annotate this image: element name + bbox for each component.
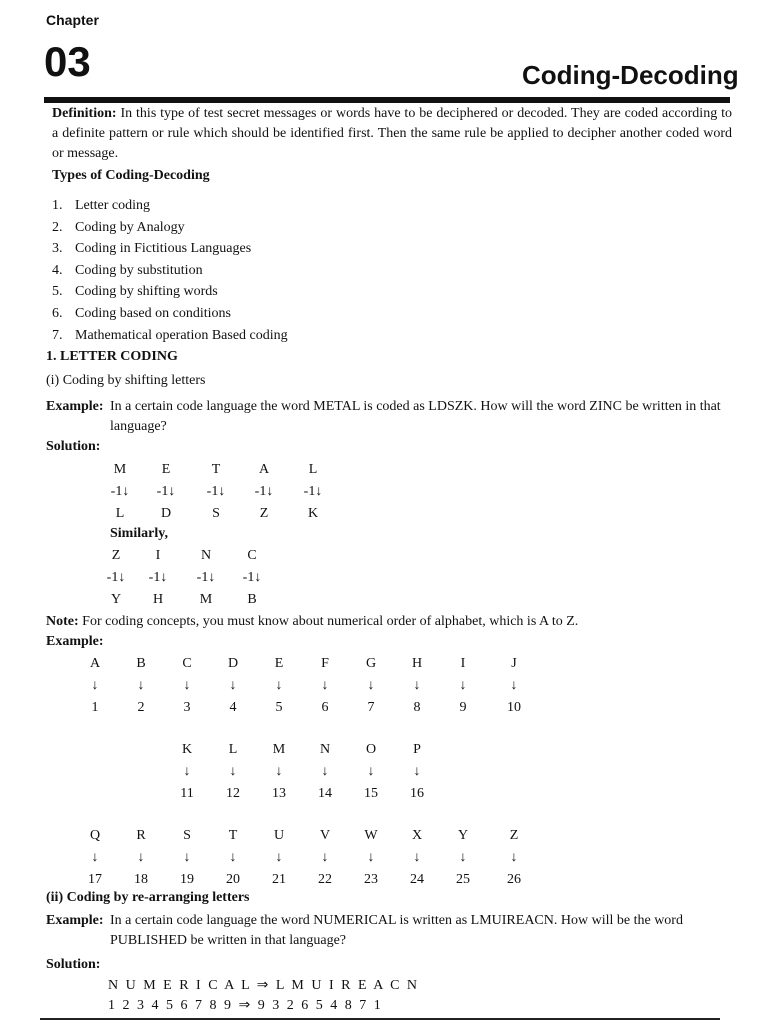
- numbers-row: [72, 870, 542, 892]
- coded-letter: B: [247, 592, 257, 607]
- letter-coding-heading: 1. LETTER CODING: [46, 349, 178, 364]
- letters-row: [72, 654, 542, 676]
- alphabet-number: 10: [507, 700, 521, 715]
- minus-one-arrow: -1↓: [156, 484, 176, 499]
- down-arrow-icon: ↓: [413, 678, 421, 693]
- down-arrow-icon: ↓: [275, 850, 283, 865]
- alphabet-letter: H: [411, 656, 423, 671]
- solution-label: Solution:: [46, 439, 101, 454]
- metal-letter: A: [258, 462, 270, 477]
- alphabet-number: 6: [321, 700, 329, 715]
- zinc-letter: I: [155, 548, 161, 563]
- down-arrow-icon: ↓: [183, 678, 191, 693]
- alphabet-number: 15: [364, 786, 378, 801]
- down-arrow-icon: ↓: [321, 850, 329, 865]
- alphabet-number: 4: [229, 700, 237, 715]
- alphabet-row-3: [72, 826, 542, 892]
- alphabet-number: 21: [272, 872, 286, 887]
- rearranging-numbers-line: 1 2 3 4 5 6 7 8 9 ⇒ 9 3 2 6 5 4 8 7 1: [108, 998, 383, 1013]
- note-paragraph: [46, 612, 746, 632]
- coded-letter: L: [115, 506, 125, 521]
- zinc-letter: C: [247, 548, 257, 563]
- metal-coding-table: [100, 460, 338, 526]
- alphabet-letter: I: [460, 656, 466, 671]
- definition-paragraph: [52, 104, 732, 164]
- down-arrow-icon: ↓: [275, 678, 283, 693]
- alphabet-number: 8: [413, 700, 421, 715]
- alphabet-letter: R: [136, 828, 146, 843]
- down-arrow-icon: ↓: [510, 850, 518, 865]
- down-arrow-icon: ↓: [321, 764, 329, 779]
- alphabet-number: 16: [410, 786, 424, 801]
- down-arrow-icon: ↓: [229, 764, 237, 779]
- minus-one-arrow: -1↓: [148, 570, 168, 585]
- alphabet-letter: M: [272, 742, 286, 757]
- down-arrow-icon: ↓: [229, 678, 237, 693]
- alphabet-letter: O: [365, 742, 377, 757]
- alphabet-number: 14: [318, 786, 332, 801]
- coded-letter: Z: [259, 506, 269, 521]
- shifting-letters-subheading: (i) Coding by shifting letters: [46, 373, 206, 388]
- arrows-row: [72, 676, 542, 698]
- alphabet-number: 3: [183, 700, 191, 715]
- list-item: 5. Coding by shifting words: [52, 284, 218, 300]
- down-arrow-icon: ↓: [183, 850, 191, 865]
- rearranging-letters-line: N U M E R I C A L ⇒ L M U I R E A C N: [108, 978, 420, 993]
- down-arrow-icon: ↓: [459, 678, 467, 693]
- alphabet-letter: V: [319, 828, 331, 843]
- numbers-row: [164, 784, 440, 806]
- metal-letter: M: [113, 462, 127, 477]
- alphabet-number: 2: [137, 700, 145, 715]
- alphabet-letter: N: [319, 742, 331, 757]
- list-item: 1. Letter coding: [52, 198, 151, 213]
- zinc-letter: N: [200, 548, 212, 563]
- down-arrow-icon: ↓: [91, 678, 99, 693]
- alphabet-number: 17: [88, 872, 102, 887]
- alphabet-number: 5: [275, 700, 283, 715]
- alphabet-letter: X: [411, 828, 423, 843]
- letters-row: [164, 740, 440, 762]
- types-list: [52, 195, 452, 346]
- coded-letter: S: [212, 506, 220, 521]
- minus-one-arrow: -1↓: [196, 570, 216, 585]
- definition-label: Definition:: [52, 106, 117, 121]
- minus-one-arrow: -1↓: [110, 484, 130, 499]
- similarly-label: Similarly,: [110, 526, 168, 541]
- minus-one-arrow: -1↓: [254, 484, 274, 499]
- coded-letter: Y: [110, 592, 122, 607]
- rearranging-solution-label: Solution:: [46, 957, 101, 972]
- list-item: 3. Coding in Fictitious Languages: [52, 241, 252, 257]
- example-label: Example:: [46, 399, 104, 414]
- alphabet-number: 23: [364, 872, 378, 887]
- alphabet-number: 25: [456, 872, 470, 887]
- alphabet-letter: K: [181, 742, 193, 757]
- alphabet-letter: L: [228, 742, 238, 757]
- down-arrow-icon: ↓: [413, 850, 421, 865]
- alphabet-row-2: [164, 740, 440, 806]
- alphabet-letter: W: [364, 828, 378, 843]
- chapter-title: Coding-Decoding: [522, 60, 739, 90]
- down-arrow-icon: ↓: [275, 764, 283, 779]
- alphabet-letter: T: [228, 828, 238, 843]
- alphabet-letter: Q: [89, 828, 101, 843]
- alphabet-number: 7: [367, 700, 375, 715]
- header-rule: [44, 97, 730, 103]
- alphabet-number: 19: [180, 872, 194, 887]
- list-item: 4. Coding by substitution: [52, 262, 203, 278]
- down-arrow-icon: ↓: [137, 850, 145, 865]
- list-item: 2. Coding by Analogy: [52, 219, 185, 235]
- alphabet-number: 11: [180, 786, 194, 801]
- alphabet-letter: S: [183, 828, 191, 843]
- down-arrow-icon: ↓: [413, 764, 421, 779]
- chapter-number: 03: [44, 38, 91, 85]
- alphabet-number: 9: [459, 700, 467, 715]
- alphabet-letter: C: [182, 656, 192, 671]
- example-text: In a certain code language the word METAL is coded as LDSZK. How will the word ZINC be written in that language?: [110, 399, 721, 434]
- alphabet-number: 18: [134, 872, 148, 887]
- minus-one-arrow: -1↓: [106, 570, 126, 585]
- note-text: For coding concepts, you must know about numerical order of alphabet, which is A to Z.: [82, 614, 579, 629]
- rearranging-example-text: In a certain code language the word NUMERICAL is written as LMUIREACN. How will be the word PUBLISHED be written in that language?: [110, 913, 683, 948]
- alphabet-letter: E: [274, 656, 284, 671]
- alphabet-letter: P: [413, 742, 421, 757]
- down-arrow-icon: ↓: [229, 850, 237, 865]
- alphabet-number: 22: [318, 872, 332, 887]
- alphabet-number: 20: [226, 872, 240, 887]
- alphabet-letter: J: [511, 656, 517, 671]
- down-arrow-icon: ↓: [91, 850, 99, 865]
- arrows-row: [164, 762, 440, 784]
- rearranging-example-label: Example:: [46, 913, 104, 928]
- down-arrow-icon: ↓: [321, 678, 329, 693]
- alphabet-letter: G: [365, 656, 377, 671]
- coded-letter: K: [307, 506, 319, 521]
- alphabet-row-1: [72, 654, 542, 720]
- minus-one-arrow: -1↓: [303, 484, 323, 499]
- types-heading: Types of Coding-Decoding: [52, 168, 210, 183]
- numbers-row: [72, 698, 542, 720]
- zinc-coding-table: [100, 546, 276, 612]
- down-arrow-icon: ↓: [510, 678, 518, 693]
- alphabet-number: 12: [226, 786, 240, 801]
- down-arrow-icon: ↓: [459, 850, 467, 865]
- alphabet-number: 1: [91, 700, 99, 715]
- metal-letter: L: [308, 462, 318, 477]
- zinc-letter: Z: [111, 548, 121, 563]
- alphabet-letter: U: [273, 828, 285, 843]
- alphabet-letter: D: [227, 656, 239, 671]
- down-arrow-icon: ↓: [183, 764, 191, 779]
- footer-rule: [40, 1018, 720, 1020]
- minus-one-arrow: -1↓: [206, 484, 226, 499]
- rearranging-heading: (ii) Coding by re-arranging letters: [46, 890, 250, 905]
- alphabet-letter: F: [321, 656, 329, 671]
- chapter-label: Chapter: [46, 12, 99, 28]
- down-arrow-icon: ↓: [367, 764, 375, 779]
- alphabet-letter: Y: [457, 828, 469, 843]
- metal-letter: E: [161, 462, 171, 477]
- down-arrow-icon: ↓: [367, 678, 375, 693]
- coded-letter: M: [199, 592, 213, 607]
- coded-letter: H: [152, 592, 164, 607]
- alphabet-letter: B: [136, 656, 146, 671]
- alphabet-number: 26: [507, 872, 521, 887]
- letters-row: [72, 826, 542, 848]
- definition-text: In this type of test secret messages or words have to be deciphered or decoded. They are coded according to a definite pattern or rule which should be identified first. Then the same rule be applied to decipher another coded word or message.: [52, 106, 732, 161]
- coded-letter: D: [160, 506, 172, 521]
- minus-one-arrow: -1↓: [242, 570, 262, 585]
- alphabet-number: 13: [272, 786, 286, 801]
- alphabet-example-label: Example:: [46, 634, 104, 649]
- down-arrow-icon: ↓: [367, 850, 375, 865]
- alphabet-number: 24: [410, 872, 424, 887]
- alphabet-letter: Z: [509, 828, 519, 843]
- list-item: 7. Mathematical operation Based coding: [52, 327, 288, 343]
- arrows-row: [72, 848, 542, 870]
- down-arrow-icon: ↓: [137, 678, 145, 693]
- list-item: 6. Coding based on conditions: [52, 305, 231, 321]
- note-label: Note:: [46, 614, 79, 629]
- alphabet-letter: A: [89, 656, 101, 671]
- metal-letter: T: [211, 462, 221, 477]
